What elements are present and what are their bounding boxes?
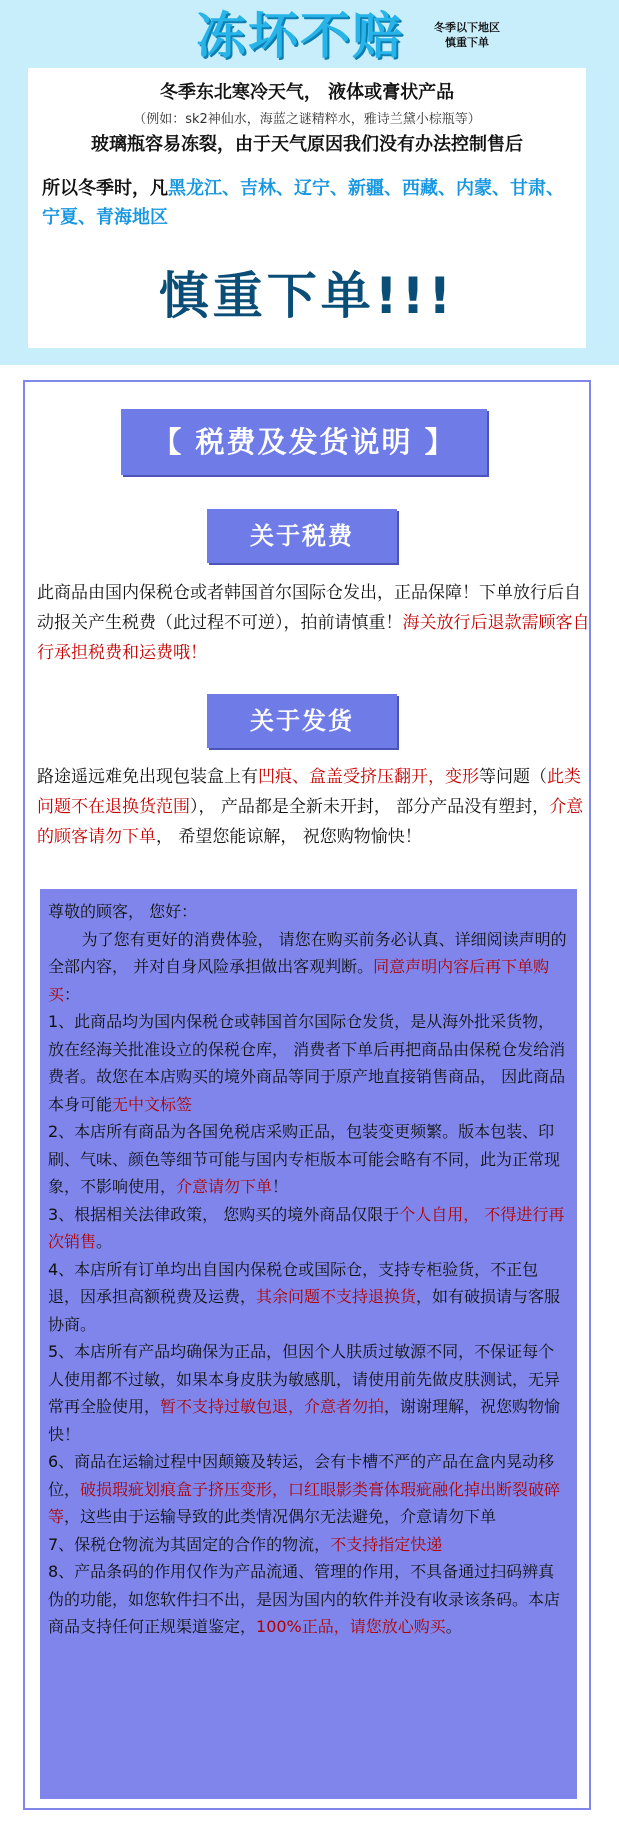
notice-item-7-warning: 不支持指定快递 [330,1534,443,1554]
notice-item-1-text: 1、此商品均为国内保税仓或韩国首尔国际仓发货，是从海外批采货物， 放在经海关批准设立的保税仓库， 消费者下单后再把商品由保税仓发给消费者。故您在本店购买的境外商品等同于原产地直接销售商品， 因此商品本身可能 [48,1012,566,1114]
notice-item-8-warning: 100%正品，请您放心购买 [256,1617,446,1636]
notice-item-6-end: ，这些由于运输导致的此类情况偶尔无法避免，介意请勿下单 [64,1507,497,1526]
shipping-warning-2: 此类问题不在退换货范围 [37,767,581,817]
shipping-heading: 关于发货 [207,694,397,748]
tax-heading: 关于税费 [207,509,397,563]
notice-item-3 [48,1201,567,1256]
frost-notice-regions [42,174,572,232]
shipping-text-2: 等问题（ [479,767,547,787]
notice-item-8-end: 。 [445,1617,462,1636]
notice-item-4-text: 4、本店所有订单均出自国内保税仓或国际仓，支持专柜验货，不正包退，因承担高额税费及运费， [48,1259,539,1306]
shipping-text-1: 路途遥远难免出现包装盒上有 [37,767,258,787]
notice-item-5 [48,1338,567,1448]
shipping-warning-1: 凹痕、盒盖受挤压翻开，变形 [258,767,479,787]
regions-prefix: 所以冬季时，凡 [42,178,168,199]
frost-notice-card [28,68,586,348]
frost-warning-title: 冻坏不赔 [196,7,404,65]
notice-item-6-text: 6、商品在运输过程中因颠簸及转运，会有卡槽不严的产品在盒内晃动移位， [48,1452,555,1499]
customer-notice-box [40,889,577,1799]
notice-item-4 [48,1256,567,1339]
notice-greeting: 尊敬的顾客， 您好： [48,902,198,921]
notice-item-6 [48,1448,567,1531]
notice-item-3-end: 。 [96,1232,113,1251]
notice-intro [48,926,567,1009]
notice-item-2 [48,1118,567,1201]
notice-item-3-warning: 个人自用， 不得进行再次销售 [48,1204,565,1251]
frost-warning-side-note [424,20,510,50]
notice-item-2-warning: 介意请勿下单 [176,1177,273,1196]
notice-item-1 [48,1008,567,1118]
notice-intro-text: 为了您有更好的消费体验， 请您在购买前务必认真、详细阅读声明的全部内容， 并对自身风险承担做出客观判断。 [48,929,567,976]
notice-item-5-end: ，谢谢理解，祝您购物愉快！ [48,1397,561,1444]
frost-notice-line1: 冬季东北寒冷天气， 液体或膏状产品 [159,82,455,103]
tax-shipping-title: 【 税费及发货说明 】 [121,409,487,475]
notice-item-8 [48,1558,567,1641]
notice-item-3-text: 3、根据相关法律政策， 您购买的境外商品仅限于 [48,1204,400,1224]
tax-warning: 海关放行后退款需顾客自行承担税费和运费哦！ [37,613,590,663]
frost-notice-line3: 玻璃瓶容易冻裂，由于天气原因我们没有办法控制售后 [91,134,523,155]
shipping-paragraph [37,762,590,852]
frost-notice-caution: 慎重下单!!! [158,267,456,325]
notice-item-7-text: 7、保税仓物流为其固定的合作的物流， [48,1534,331,1554]
notice-item-2-end: ！ [272,1177,289,1196]
notice-item-2-text: 2、本店所有商品为各国免税店采购正品，包装变更频繁。版本包装、印刷、气味、颜色等细节可能与国内专柜版本可能会略有不同，此为正常现象，不影响使用， [48,1122,561,1196]
regions-list: 黑龙江、吉林、辽宁、新疆、西藏、内蒙、甘肃、宁夏、青海地区 [42,178,564,228]
notice-item-7 [48,1531,567,1559]
frost-warning-section [0,0,619,365]
notice-item-5-warning: 暂不支持过敏包退，介意者勿拍 [160,1397,385,1416]
tax-paragraph [37,578,590,668]
notice-item-6-warning: 破损瑕疵划痕盒子挤压变形，口红眼影类膏体瑕疵融化掉出断裂破碎等 [48,1479,561,1526]
side-note-line1: 冬季以下地区 [434,21,500,34]
notice-item-5-text: 5、本店所有产品均确保为正品，但因个人肤质过敏源不同，不保证每个人使用都不过敏，如果本身皮肤为敏感肌，请使用前先做皮肤测试，无异常再全脸使用， [48,1342,561,1416]
frost-notice-examples: （例如：sk2神仙水，海蓝之谜精粹水，雅诗兰黛小棕瓶等） [133,112,481,127]
shipping-text-3: ）， 产品都是全新未开封， 部分产品没有塑封， [190,797,550,817]
notice-item-1-warning: 无中文标签 [112,1094,193,1114]
notice-intro-end: ： [64,984,81,1004]
notice-item-4-warning: 其余问题不支持退换货 [256,1287,417,1306]
shipping-text-4: ， 希望您能谅解， 祝您购物愉快！ [156,827,422,847]
tax-text: 此商品由国内保税仓或者韩国首尔国际仓发出，正品保障！下单放行后自动报关产生税费（此过程不可逆），拍前请慎重！ [37,583,581,633]
notice-item-4-end: ，如有破损请与客服协商。 [48,1287,561,1334]
notice-intro-warning: 同意声明内容后再下单购买 [48,957,550,1004]
side-note-line2: 慎重下单 [445,36,489,49]
shipping-warning-3: 介意的顾客请勿下单 [37,797,584,847]
notice-item-8-text: 8、产品条码的作用仅作为产品流通、管理的作用，不具备通过扫码辨真伪的功能，如您软件扫不出，是因为国内的软件并没有收录该条码。本店商品支持任何正规渠道鉴定， [48,1562,561,1636]
